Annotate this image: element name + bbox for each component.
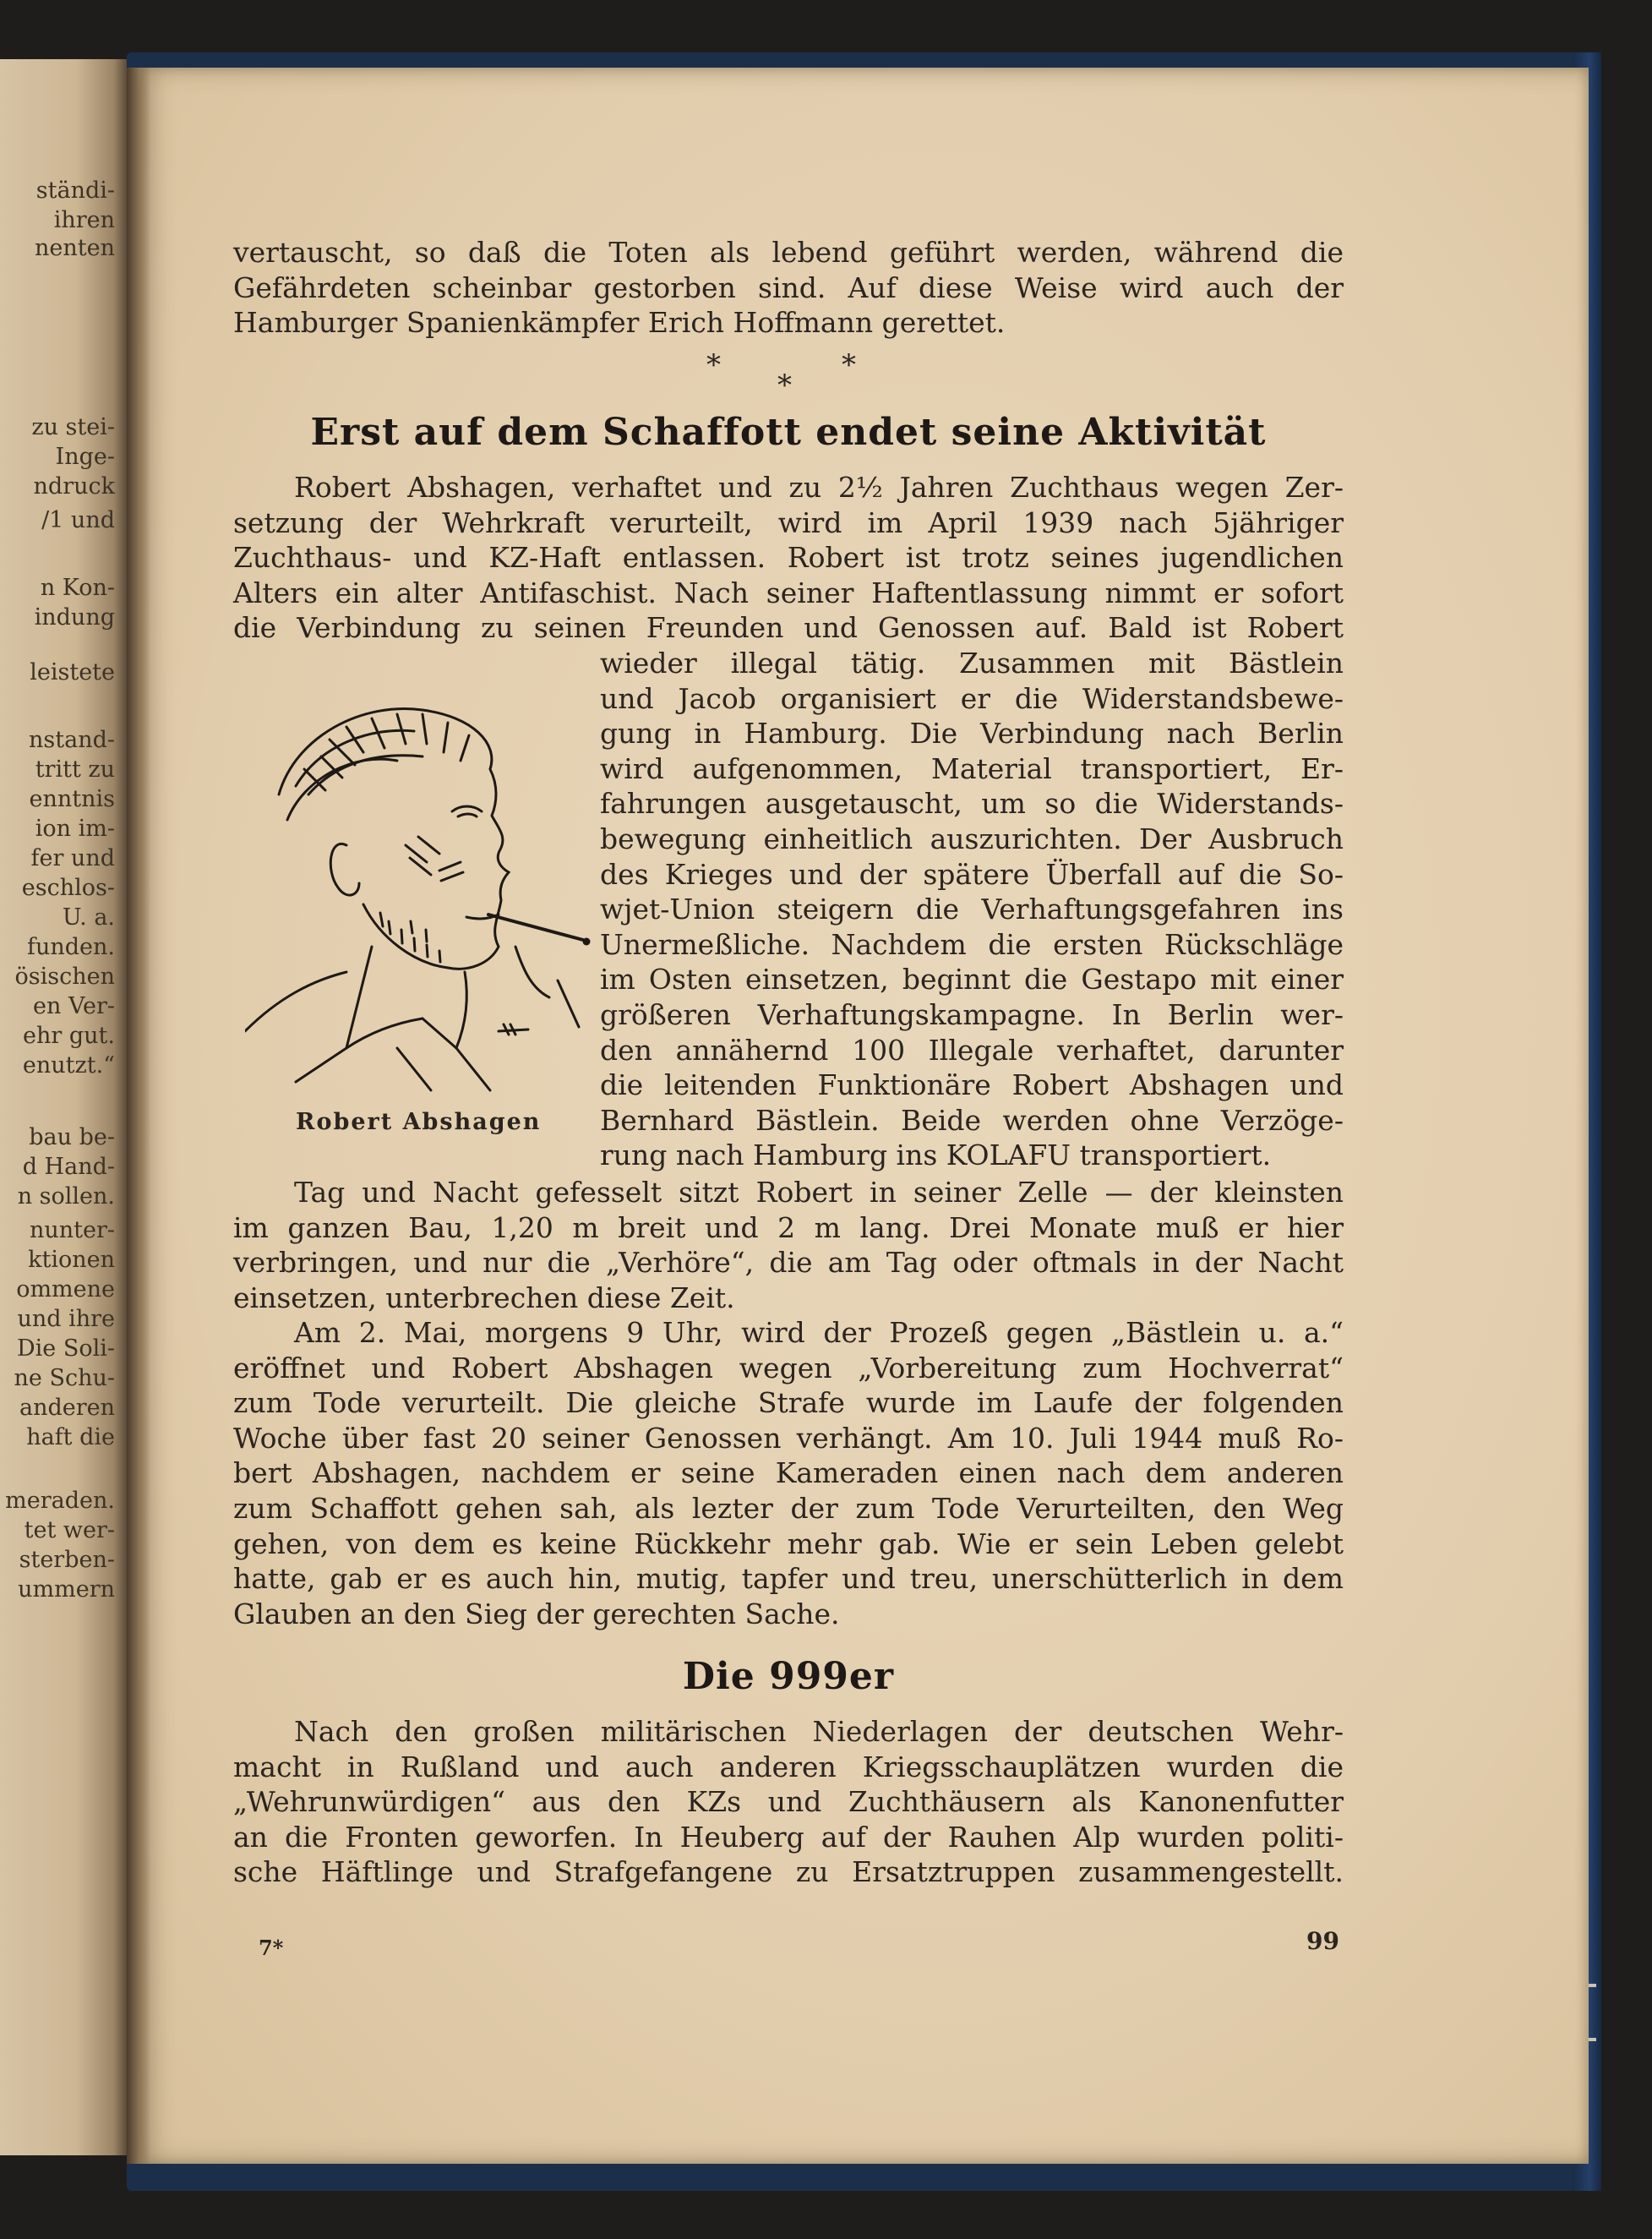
left-page-fragment: nenten — [35, 235, 115, 261]
section-heading: Die 999er — [682, 1655, 895, 1698]
page-number: 99 — [1306, 1927, 1339, 1955]
section-heading: Erst auf dem Schaffott endet seine Aktivität — [310, 411, 1267, 454]
text-line: rung nach Hamburg ins KOLAFU transportiert. — [600, 1139, 1272, 1172]
text-line: „Wehrunwürdigen“ aus den KZs und Zuchthäusern als Kanonenfutter — [233, 1785, 1344, 1819]
left-page-fragment: ständi- — [35, 177, 115, 204]
paragraph-3 — [233, 1315, 1344, 1631]
left-page-fragment: ne Schu- — [14, 1365, 115, 1391]
text-line: wieder illegal tätig. Zusammen mit Bästlein — [600, 647, 1344, 680]
paragraph-1-narrow — [600, 646, 1344, 1173]
text-line: und Jacob organisiert er die Widerstandsbewe- — [600, 681, 1344, 715]
text-line: bert Abshagen, nachdem er seine Kameraden einen nach dem anderen — [233, 1456, 1344, 1490]
left-facing-page — [0, 59, 127, 2155]
paragraph-4 — [233, 1714, 1344, 1890]
section-star: * — [706, 348, 721, 382]
text-line: Unermeßliche. Nachdem die ersten Rückschläge — [600, 927, 1344, 961]
left-page-fragment: n sollen. — [17, 1183, 115, 1210]
text-line: größeren Verhaftungskampagne. In Berlin wer- — [600, 997, 1344, 1031]
left-page-fragment: und ihre — [17, 1306, 115, 1332]
portrait-caption: Robert Abshagen — [296, 1109, 542, 1135]
text-line: eröffnet und Robert Abshagen wegen „Vorbereitung zum Hochverrat“ — [233, 1351, 1344, 1384]
left-page-fragment: enutzt.“ — [22, 1052, 115, 1079]
text-line: zum Tode verurteilt. Die gleiche Strafe wurde im Laufe der folgenden — [233, 1386, 1344, 1420]
text-line: im Osten einsetzen, beginnt die Gestapo mit einer — [600, 963, 1344, 997]
text-line: sche Häftlinge und Strafgefangene zu Ersatztruppen zusammengestellt. — [233, 1855, 1344, 1889]
text-line: des Krieges und der spätere Überfall auf die So- — [600, 857, 1344, 891]
left-page-fragment: /1 und — [41, 507, 115, 533]
text-line: verbringen, und nur die „Verhöre“, die am Tag oder oftmals in der Nacht — [233, 1246, 1344, 1280]
text-line: an die Fronten geworfen. In Heuberg auf der Rauhen Alp wurden politi- — [233, 1820, 1344, 1854]
text-line: Glauben an den Sieg der gerechten Sache. — [233, 1597, 840, 1630]
text-line: zum Schaffott gehen sah, als lezter der zum Tode Verurteilten, den Weg — [233, 1491, 1344, 1525]
left-page-fragment: meraden. — [5, 1488, 115, 1514]
left-page-fragment: ösischen — [14, 964, 115, 990]
left-page-fragment: d Hand- — [22, 1154, 115, 1180]
section-star: * — [777, 369, 792, 402]
left-page-fragment: zu stei- — [31, 414, 115, 440]
signature-mark: 7* — [259, 1936, 284, 1960]
text-line: wird aufgenommen, Material transportiert, Er- — [600, 751, 1344, 785]
text-line: Am 2. Mai, morgens 9 Uhr, wird der Prozeß gegen „Bästlein u. a.“ — [294, 1316, 1344, 1349]
text-line: einsetzen, unterbrechen diese Zeit. — [233, 1281, 735, 1314]
text-line: fahrungen ausgetauscht, um so die Widerstands- — [600, 787, 1344, 821]
left-page-fragment: ktionen — [28, 1247, 115, 1273]
left-page-fragment: haft die — [26, 1424, 115, 1450]
left-page-fragment: nunter- — [29, 1217, 115, 1243]
text-line: Bernhard Bästlein. Beide werden ohne Verzöge- — [600, 1103, 1344, 1137]
left-page-fragment: funden. — [26, 934, 115, 960]
text-line: Tag und Nacht gefesselt sitzt Robert in seiner Zelle — der kleinsten — [294, 1176, 1344, 1209]
left-page-fragment: ehr gut. — [23, 1023, 115, 1049]
left-page-fragment: ommene — [16, 1276, 115, 1302]
left-page-fragment: en Ver- — [33, 993, 115, 1019]
text-line: hatte, gab er es auch hin, mutig, tapfer und treu, unerschütterlich in dem — [233, 1562, 1344, 1596]
left-page-fragment: tritt zu — [35, 756, 115, 783]
left-page-fragment: anderen — [19, 1395, 115, 1421]
left-page-fragment: ummern — [18, 1576, 115, 1603]
paragraph-1-full — [233, 470, 1344, 646]
left-page-fragment: n Kon- — [40, 575, 115, 601]
paragraph-2 — [233, 1175, 1344, 1315]
left-page-fragment: eschlos- — [21, 875, 115, 901]
text-line: wjet-Union steigern die Verhaftungsgefahren ins — [600, 893, 1344, 926]
portrait-illustration — [245, 693, 600, 1099]
text-line: gehen, von dem es keine Rückkehr mehr gab. Wie er sein Leben gelebt — [233, 1526, 1344, 1560]
text-line: setzung der Wehrkraft verurteilt, wird im April 1939 nach 5jähriger — [233, 505, 1344, 539]
text-line: die leitenden Funktionäre Robert Abshagen und — [600, 1068, 1344, 1102]
intro-paragraph — [233, 235, 1344, 341]
left-page-fragment: enntnis — [29, 786, 115, 812]
text-line: Gefährdeten scheinbar gestorben sind. Auf diese Weise wird auch der — [233, 270, 1344, 304]
text-line: den annähernd 100 Illegale verhaftet, darunter — [600, 1033, 1344, 1067]
left-page-fragment: sterben- — [19, 1547, 115, 1573]
text-line: Hamburger Spanienkämpfer Erich Hoffmann gerettet. — [233, 306, 1006, 340]
left-page-fragment: ihren — [53, 207, 115, 233]
left-page-fragment: indung — [34, 604, 115, 631]
section-star: * — [842, 348, 856, 382]
left-page-fragment: nstand- — [29, 727, 115, 753]
text-line: Alters ein alter Antifaschist. Nach seiner Haftentlassung nimmt er sofort — [233, 576, 1344, 609]
text-line: Robert Abshagen, verhaftet und zu 2½ Jahren Zuchthaus wegen Zer- — [294, 471, 1344, 504]
left-page-fragment: Inge- — [55, 444, 115, 470]
left-page-fragment: bau be- — [29, 1124, 115, 1150]
text-line: Nach den großen militärischen Niederlagen der deutschen Wehr- — [294, 1715, 1344, 1748]
text-line: im ganzen Bau, 1,20 m breit und 2 m lang. Drei Monate muß er hier — [233, 1210, 1344, 1244]
left-page-fragment: ion im- — [35, 816, 115, 842]
left-page-fragment: tet wer- — [24, 1517, 115, 1543]
text-line: Woche über fast 20 seiner Genossen verhängt. Am 10. Juli 1944 muß Ro- — [233, 1421, 1344, 1455]
text-line: gung in Hamburg. Die Verbindung nach Berlin — [600, 717, 1344, 751]
left-page-fragment: Die Soli- — [17, 1335, 115, 1362]
left-page-fragment: leistete — [30, 659, 115, 685]
page-gutter — [127, 68, 150, 2164]
text-line: bewegung einheitlich auszurichten. Der Ausbruch — [600, 822, 1344, 855]
text-line: vertauscht, so daß die Toten als lebend geführt werden, während die — [233, 236, 1344, 269]
left-page-fragment: ndruck — [33, 473, 115, 500]
left-page-fragment: fer und — [30, 845, 115, 871]
text-line: Zuchthaus- und KZ-Haft entlassen. Robert ist trotz seines jugendlichen — [233, 541, 1344, 575]
text-line: macht in Rußland und auch anderen Kriegsschauplätzen wurden die — [233, 1750, 1344, 1783]
text-line: die Verbindung zu seinen Freunden und Genossen auf. Bald ist Robert — [233, 611, 1344, 645]
left-page-fragment: U. a. — [62, 904, 115, 931]
